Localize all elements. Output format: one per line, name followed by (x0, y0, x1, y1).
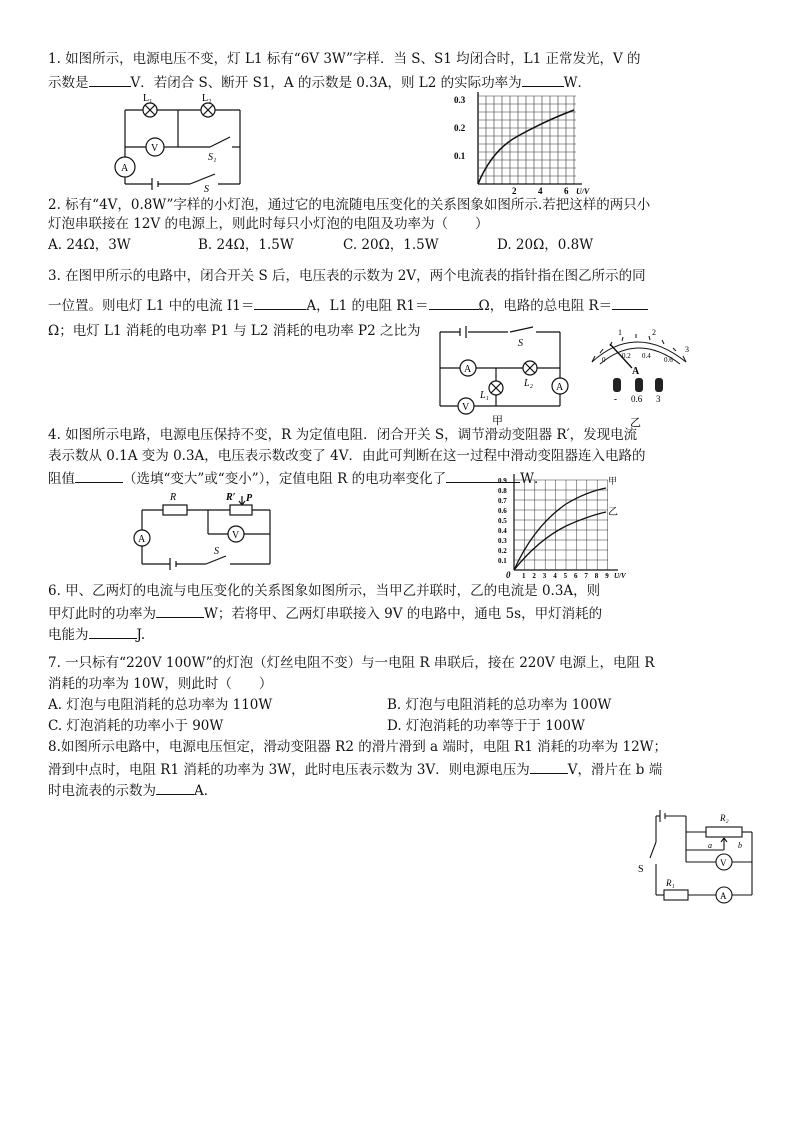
terminal-label: 0.6 (631, 394, 643, 404)
ammeter-label: A (720, 891, 727, 901)
q2-option-a[interactable]: A. 24Ω，3W (48, 237, 131, 253)
q1-blank-voltage[interactable] (89, 72, 131, 87)
origin-label: 0 (506, 570, 511, 580)
q3-blank-r1[interactable] (429, 295, 479, 310)
lamp-l2-label: L₂ (202, 93, 212, 104)
x-tick: 4 (553, 572, 557, 580)
dial-big-scale: 3 (685, 345, 689, 354)
dial-small-scale: 0.4 (642, 352, 651, 360)
q8-blank-current[interactable] (156, 780, 194, 795)
q1-blank-power[interactable] (522, 72, 564, 87)
x-tick: 8 (594, 572, 599, 580)
q6-line2 (48, 603, 602, 624)
x-tick: 1 (522, 572, 526, 580)
q8-text: V，滑片在 b 端 (567, 762, 663, 778)
ammeter-label: A (556, 382, 564, 393)
figure-jia-caption: 甲 (492, 415, 503, 427)
curve-jia-label: 甲 (608, 476, 618, 486)
q6-text: J. (136, 627, 146, 643)
q6-line3 (48, 624, 145, 645)
q3-blank-r-total[interactable] (612, 295, 648, 310)
q6-text: 电能为 (48, 627, 89, 643)
q1-text: W． (563, 75, 591, 91)
lamp-l1-label: L₁ (143, 93, 153, 104)
x-tick: 9 (605, 572, 609, 580)
q8-text: 滑到中点时，电阻 R1 消耗的功率为 3W，此时电压表示数为 3V．则电源电压为 (48, 762, 530, 778)
voltmeter-label: V (232, 530, 240, 541)
voltmeter-label: V (720, 858, 727, 868)
y-tick: 0.3 (498, 537, 507, 545)
dial-small-scale: 0.2 (622, 352, 631, 360)
curve-yi-label: 乙 (608, 507, 618, 518)
y-tick: 0.1 (498, 557, 507, 565)
x-axis-unit: U/V (614, 572, 626, 580)
ammeter-label: A (138, 534, 146, 545)
q3-circuit-diagram (438, 326, 578, 426)
dial-small-scale: 0 (602, 356, 606, 364)
x-tick: 2 (532, 572, 536, 580)
q7-option-d[interactable]: D. 灯泡消耗的功率等于于 100W (387, 718, 585, 734)
q6-blank-power[interactable] (156, 603, 204, 618)
x-axis-unit: U/V (576, 187, 590, 196)
q7-option-c[interactable]: C. 灯泡消耗的功率小于 90W (48, 718, 224, 734)
switch-s-label: S (518, 338, 523, 349)
rheostat-label: R′ (226, 492, 236, 503)
q6-text: 甲灯此时的功率为 (48, 606, 156, 622)
voltmeter-label: V (462, 402, 470, 413)
dial-big-scale: 1 (618, 328, 622, 337)
q1-circuit-diagram (110, 92, 250, 195)
resistor-r-label: R (170, 492, 177, 503)
q2-option-b[interactable]: B. 24Ω，1.5W (198, 237, 294, 253)
q8-circuit-diagram (636, 802, 766, 906)
q7-option-a[interactable]: A. 灯泡与电阻消耗的总功率为 110W (48, 697, 273, 713)
q4-line1: 4. 如图所示电路，电源电压保持不变，R 为定值电阻．闭合开关 S，调节滑动变阻器 R′，发现电流 (48, 427, 638, 443)
end-b-label: b (738, 841, 742, 850)
q1-line1: 1. 如图所示，电源电压不变，灯 L1 标有“6V 3W”字样．当 S、S1 均闭合时，L1 正常发光，V 的 (48, 51, 641, 67)
lamp-l1-label: L₁ (480, 390, 490, 401)
q2-current-voltage-graph (452, 88, 592, 198)
q4-text: 阻值 (48, 471, 75, 487)
q3-text: A，L1 的电阻 R1＝ (306, 298, 429, 314)
x-tick: 2 (512, 186, 517, 196)
switch-s-label: S (638, 864, 644, 875)
q8-text: 时电流表的示数为 (48, 783, 156, 799)
q4-line2: 表示数从 0.1A 变为 0.3A，电压表示数改变了 4V．由此可判断在这一过程中滑动变阻器连入电路的 (48, 448, 646, 464)
x-tick: 4 (538, 186, 543, 196)
slider-p-label: P (246, 493, 253, 504)
q3-text: 一位置。则电灯 L1 中的电流 I1＝ (48, 298, 255, 314)
q2-line1: 2. 标有“4V，0.8W”字样的小灯泡，通过它的电流随电压变化的关系图象如图所示.若把这样的两只小 (48, 197, 651, 213)
resistor-r1-label: R₁ (666, 878, 675, 888)
q2-option-d[interactable]: D. 20Ω，0.8W (497, 237, 594, 253)
rheostat-r2-label: R₂ (720, 813, 729, 823)
q6-current-voltage-graph (494, 470, 634, 582)
q7-line2: 消耗的功率为 10W，则此时（ ） (48, 676, 273, 692)
x-tick: 7 (584, 572, 588, 580)
voltmeter-label: V (151, 143, 159, 154)
q8-blank-source-voltage[interactable] (530, 759, 568, 774)
q3-line1: 3. 在图甲所示的电路中，闭合开关 S 后，电压表的示数为 2V，两个电流表的指针指在图乙所示的同 (48, 268, 646, 284)
y-tick: 0.4 (498, 527, 507, 535)
ammeter-label: A (121, 163, 129, 174)
q3-blank-i1[interactable] (254, 295, 306, 310)
q4-circuit-diagram (130, 492, 280, 582)
q4-blank-resistance-change[interactable] (75, 468, 123, 483)
y-tick: 0.5 (498, 517, 507, 525)
terminal-label: 3 (656, 394, 661, 404)
q6-line1: 6. 甲、乙两灯的电流与电压变化的关系图象如图所示，当甲乙并联时，乙的电流是 0.3A，则 (48, 583, 601, 599)
q8-line3 (48, 780, 217, 801)
q7-option-b[interactable]: B. 灯泡与电阻消耗的总功率为 100W (387, 697, 612, 713)
q1-text: V．若闭合 S、断开 S1，A 的示数是 0.3A，则 L2 的实际功率为 (130, 75, 522, 91)
switch-s-label: S (214, 546, 219, 557)
y-tick: 0.2 (498, 547, 507, 555)
q8-text: A． (194, 783, 218, 799)
figure-yi-caption: 乙 (630, 417, 641, 429)
dial-big-scale: 2 (652, 328, 656, 337)
q2-line2: 灯泡串联接在 12V 的电源上，则此时每只小灯泡的电阻及功率为（ ） (48, 216, 489, 232)
y-tick: 0.7 (498, 497, 507, 505)
q4-text: （选填“变大”或“变小”），定值电阻 R 的电功率变化了 (123, 471, 447, 487)
switch-s-label: S (204, 184, 209, 195)
q2-option-c[interactable]: C. 20Ω，1.5W (343, 237, 439, 253)
q4-text: W． (520, 471, 548, 487)
y-tick: 0.1 (454, 151, 466, 161)
q3-line3: Ω；电灯 L1 消耗的电功率 P1 与 L2 消耗的电功率 P2 之比为 (48, 323, 421, 339)
end-a-label: a (708, 841, 712, 850)
q4-line3 (48, 468, 548, 489)
q3-line2 (48, 295, 648, 316)
q3-text: Ω，电路的总电阻 R＝ (478, 298, 613, 314)
terminal-label: - (614, 394, 617, 404)
x-tick: 6 (574, 572, 578, 580)
dial-small-scale: 0.6 (664, 356, 673, 364)
q3-ammeter-dial (586, 328, 696, 428)
y-tick: 0.8 (498, 487, 507, 495)
q6-text: W；若将甲、乙两灯串联接入 9V 的电路中，通电 5s，甲灯消耗的 (204, 606, 603, 622)
dial-unit: A (632, 366, 640, 377)
q8-line2 (48, 759, 662, 780)
q8-line1: 8.如图所示电路中，电源电压恒定，滑动变阻器 R2 的滑片滑到 a 端时，电阻 R1 消耗的功率为 12W； (48, 739, 668, 755)
y-tick: 0.3 (454, 95, 466, 105)
ammeter-label: A (464, 364, 472, 375)
lamp-l2-label: L₂ (524, 378, 534, 389)
x-tick: 3 (542, 572, 547, 580)
x-tick: 6 (564, 186, 569, 196)
switch-s1-label: S₁ (208, 152, 217, 163)
x-tick: 5 (563, 572, 568, 580)
q7-line1: 7. 一只标有“220V 100W”的灯泡（灯丝电阻不变）与一电阻 R 串联后，接在 220V 电源上，电阻 R (48, 655, 655, 671)
y-tick: 0.2 (454, 123, 466, 133)
q6-blank-energy[interactable] (89, 624, 137, 639)
y-tick: 0.9 (498, 477, 507, 485)
q1-text: 示数是 (48, 75, 89, 91)
y-tick: 0.6 (498, 507, 507, 515)
